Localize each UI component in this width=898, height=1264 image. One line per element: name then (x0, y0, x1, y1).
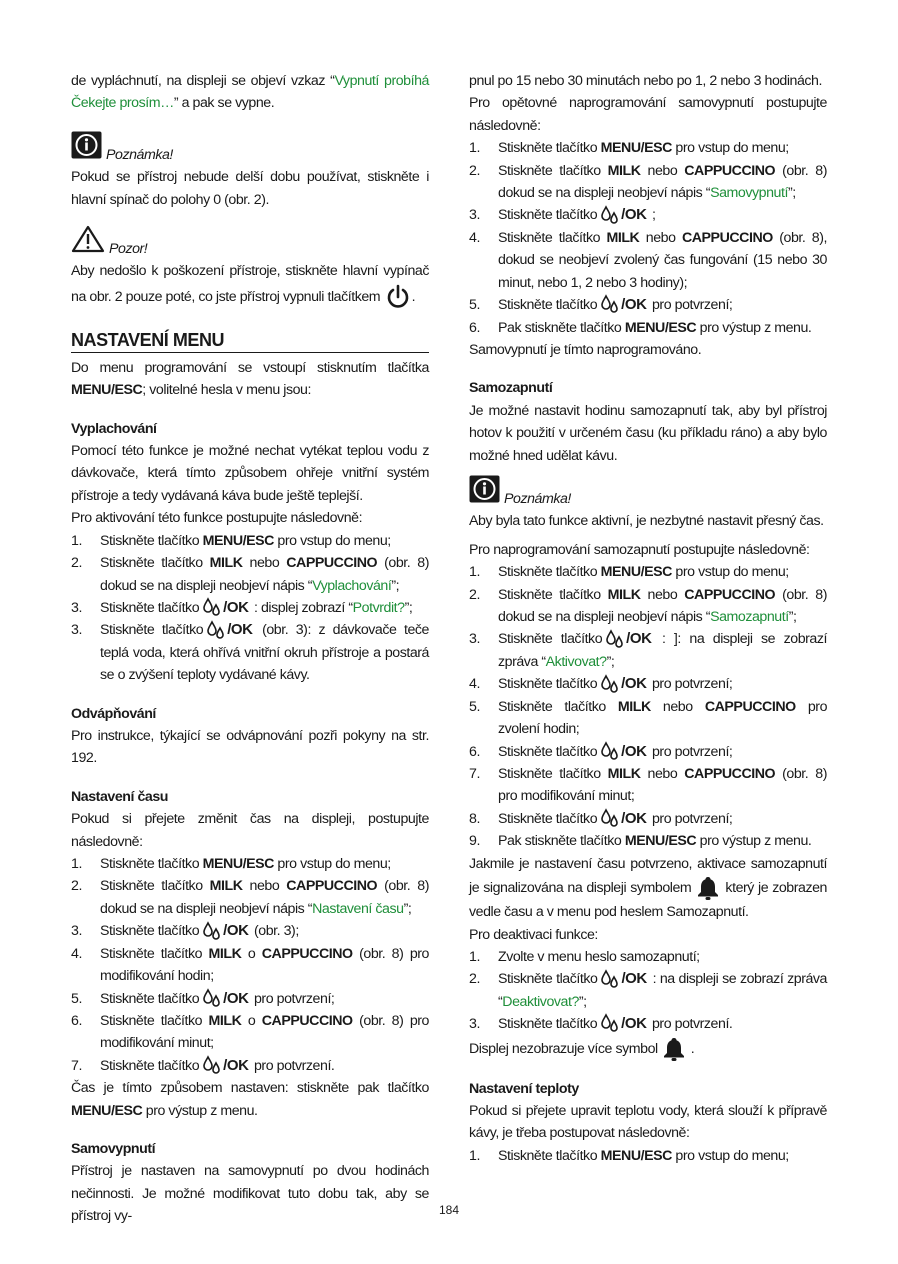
autooff-done: Samovypnutí je tímto naprogramováno. (469, 341, 702, 358)
deactivate-steps (469, 946, 827, 1036)
note-label: Poznámka! (106, 146, 173, 163)
list-item: 2. Stiskněte tlačítko MILK nebo CAPPUCCINO (obr. 8) dokud se na displeji neobjeví nápis “Nastavení času”; (71, 878, 429, 917)
right-column (469, 70, 827, 1167)
list-item: 1. Stiskněte tlačítko MENU/ESC pro vstup do menu; (469, 1147, 789, 1164)
warning-label: Pozor! (109, 241, 148, 258)
autoon-steps (469, 561, 827, 852)
list-item: 9. Pak stiskněte tlačítko MENU/ESC pro výstup z menu. (469, 833, 812, 850)
list-item: 3. Stiskněte tlačítko /OK : ]: na displeji se zobrazí zpráva “Aktivovat?”; (469, 630, 827, 670)
note-label: Poznámka! (504, 491, 571, 507)
temperature-steps (469, 1145, 827, 1167)
ok-button-icon: /OK (599, 204, 646, 226)
left-column (71, 70, 429, 1228)
descale-text: Pro instrukce, týkající se odvápnování pozři pokyny na str. 192. (71, 728, 429, 767)
list-item: 2. Stiskněte tlačítko /OK : na displeji se zobrazí zpráva “Deaktivovat?”; (469, 970, 827, 1010)
autooff-continued: pnul po 15 nebo 30 minutách nebo po 1, 2 nebo 3 hodinách. (469, 73, 822, 89)
list-item: 2. Stiskněte tlačítko MILK nebo CAPPUCCINO (obr. 8) dokud se na displeji neobjeví nápis “Samovypnutí”; (469, 162, 827, 202)
list-item: 2. Stiskněte tlačítko MILK nebo CAPPUCCINO (obr. 8) dokud se na displeji neobjeví nápis “Samozapnutí”; (469, 586, 827, 626)
list-item: 7. Stiskněte tlačítko MILK nebo CAPPUCCINO (obr. 8) pro modifikování minut; (469, 766, 827, 805)
list-item: 1. Stiskněte tlačítko MENU/ESC pro vstup do menu; (71, 856, 391, 873)
ok-button-icon: /OK (604, 628, 651, 650)
info-icon (469, 475, 500, 510)
list-item: 8. Stiskněte tlačítko /OK pro potvrzení; (469, 808, 827, 830)
info-icon (71, 131, 102, 166)
ok-button-icon: /OK (599, 741, 646, 763)
list-item: 5. Stiskněte tlačítko /OK pro potvrzení; (71, 988, 429, 1010)
list-item: 4. Stiskněte tlačítko MILK o CAPPUCCINO (obr. 8) pro modifikování hodin; (71, 945, 429, 985)
rinse-steps (71, 530, 429, 687)
time-steps (71, 853, 429, 1077)
autoon-done: Jakmile je nastavení času potvrzeno, aktivace samozapnutí je signalizována na displeji symbolem který je zobrazen vedle času a v menu pod heslem Samozapnutí. (469, 855, 827, 921)
menu-intro: Do menu programování se vstoupí stisknutím tlačítka MENU/ESC; volitelné hesla v menu jsou: (71, 359, 429, 399)
autooff-steps (469, 137, 827, 339)
time-text: Pokud si přejete změnit čas na displeji, postupujte následovně: (71, 811, 429, 850)
list-item: 6. Stiskněte tlačítko /OK pro potvrzení; (469, 741, 827, 763)
warning-icon (71, 225, 105, 260)
autoon-howto: Pro naprogramování samozapnutí postupujte následovně: (469, 541, 810, 558)
list-item: 5. Stiskněte tlačítko /OK pro potvrzení; (469, 294, 827, 316)
list-item: 6. Stiskněte tlačítko MILK o CAPPUCCINO (obr. 8) pro modifikování minut; (71, 1013, 429, 1052)
ok-button-icon: /OK (201, 988, 248, 1010)
bell-icon (661, 1036, 687, 1062)
ok-button-icon: /OK (201, 1055, 248, 1077)
list-item: 3. Stiskněte tlačítko /OK : displej zobrazí “Potvrdit?”; (71, 597, 429, 619)
menu-heading: NASTAVENÍ MENU (71, 329, 429, 353)
list-item: 3. Stiskněte tlačítko /OK (obr. 3); (71, 920, 429, 942)
page-number: 184 (438, 1203, 460, 1217)
autoon-heading: Samozapnutí (469, 380, 553, 397)
ok-button-icon: /OK (599, 808, 646, 830)
power-icon (384, 283, 412, 311)
warning-text: Aby nedošlo k poškození přístroje, stiskněte hlavní vypínač na obr. 2 pouze poté, co jste přístroj vypnuli tlačítkem . (71, 260, 429, 310)
note-block (469, 475, 827, 510)
temperature-text: Pokud si přejete upravit teplotu vody, která slouží k přípravě kávy, je třeba postupovat následovně: (469, 1103, 827, 1142)
note-block (71, 131, 429, 166)
list-item: 6. Pak stiskněte tlačítko MENU/ESC pro výstup z menu. (469, 319, 812, 336)
ok-button-icon: /OK (201, 920, 248, 942)
ok-button-icon: /OK (599, 294, 646, 316)
warning-block (71, 225, 429, 260)
autooff-text: Přístroj je nastaven na samovypnutí po dvou hodinách nečinnosti. Je možné modifikovat tuto dobu tak, aby se přístroj vy- (71, 1163, 429, 1225)
time-done: Čas je tímto způsobem nastaven: stiskněte pak tlačítko MENU/ESC pro výstup z menu. (71, 1080, 429, 1119)
rinse-heading: Vyplachování (71, 420, 157, 437)
ok-button-icon: /OK (599, 968, 646, 990)
note-text: Aby byla tato funkce aktivní, je nezbytné nastavit přesný čas. (469, 513, 824, 530)
autoon-text: Je možné nastavit hodinu samozapnutí tak, aby byl přístroj hotov k použití v určeném času (ku příkladu ráno) a aby bylo možné hned udělat kávu. (469, 402, 827, 464)
ok-button-icon: /OK (599, 1013, 646, 1035)
ok-button-icon: /OK (599, 673, 646, 695)
list-item: 3. Stiskněte tlačítko /OK pro potvrzení. (469, 1013, 827, 1035)
list-item: 1. Stiskněte tlačítko MENU/ESC pro vstup do menu; (469, 140, 789, 157)
temperature-heading: Nastavení teploty (469, 1080, 579, 1097)
rinse-howto: Pro aktivování této funkce postupujte následovně: (71, 510, 363, 527)
list-item: 3. Stiskněte tlačítko /OK ; (469, 204, 827, 226)
deactivate-done: Displej nezobrazuje více symbol . (469, 1036, 827, 1062)
note-text: Pokud se přístroj nebude delší dobu používat, stiskněte i hlavní spínač do polohy 0 (obr. 2). (71, 169, 429, 208)
list-item: 3. Stiskněte tlačítko /OK (obr. 3): z dávkovače teče teplá voda, která ohřívá vnitřní okruh přístroje a postará se o zvýšení teploty vydávané kávy. (71, 621, 429, 684)
ok-button-icon: /OK (205, 619, 252, 641)
list-item: 2. Stiskněte tlačítko MILK nebo CAPPUCCINO (obr. 8) dokud se na displeji neobjeví nápis “Vyplachování”; (71, 555, 429, 594)
autooff-heading: Samovypnutí (71, 1141, 156, 1158)
list-item: 1. Stiskněte tlačítko MENU/ESC pro vstup do menu; (469, 564, 789, 581)
list-item: 7. Stiskněte tlačítko /OK pro potvrzení. (71, 1055, 429, 1077)
list-item: 5. Stiskněte tlačítko MILK nebo CAPPUCCINO pro zvolení hodin; (469, 698, 828, 738)
ok-button-icon: /OK (201, 597, 248, 619)
rinse-text: Pomocí této funkce je možné nechat vytékat teplou vodu z dávkovače, která tímto způsobem ohřeje vnitřní systém přístroje a tedy vydávaná káva bude ještě teplejší. (71, 443, 429, 504)
list-item: 1. Stiskněte tlačítko MENU/ESC pro vstup do menu; (71, 532, 391, 549)
intro-paragraph: de vypláchnutí, na displeji se objeví vzkaz “Vypnutí probíhá Čekejte prosím…” a pak se vypne. (71, 73, 429, 112)
bell-icon (695, 875, 721, 901)
list-item: 4. Stiskněte tlačítko MILK nebo CAPPUCCINO (obr. 8), dokud se neobjeví zvolený čas fungování (15 nebo 30 minut, nebo 1, 2 nebo 3 hodiny); (469, 229, 828, 291)
list-item: 1. Zvolte v menu heslo samozapnutí; (469, 948, 700, 965)
deactivate-heading: Pro deaktivaci funkce: (469, 926, 598, 943)
reprogram-text: Pro opětovné naprogramování samovypnutí postupujte následovně: (469, 95, 827, 134)
list-item: 4. Stiskněte tlačítko /OK pro potvrzení; (469, 673, 827, 695)
descale-heading: Odvápňování (71, 705, 156, 722)
time-heading: Nastavení času (71, 788, 169, 805)
